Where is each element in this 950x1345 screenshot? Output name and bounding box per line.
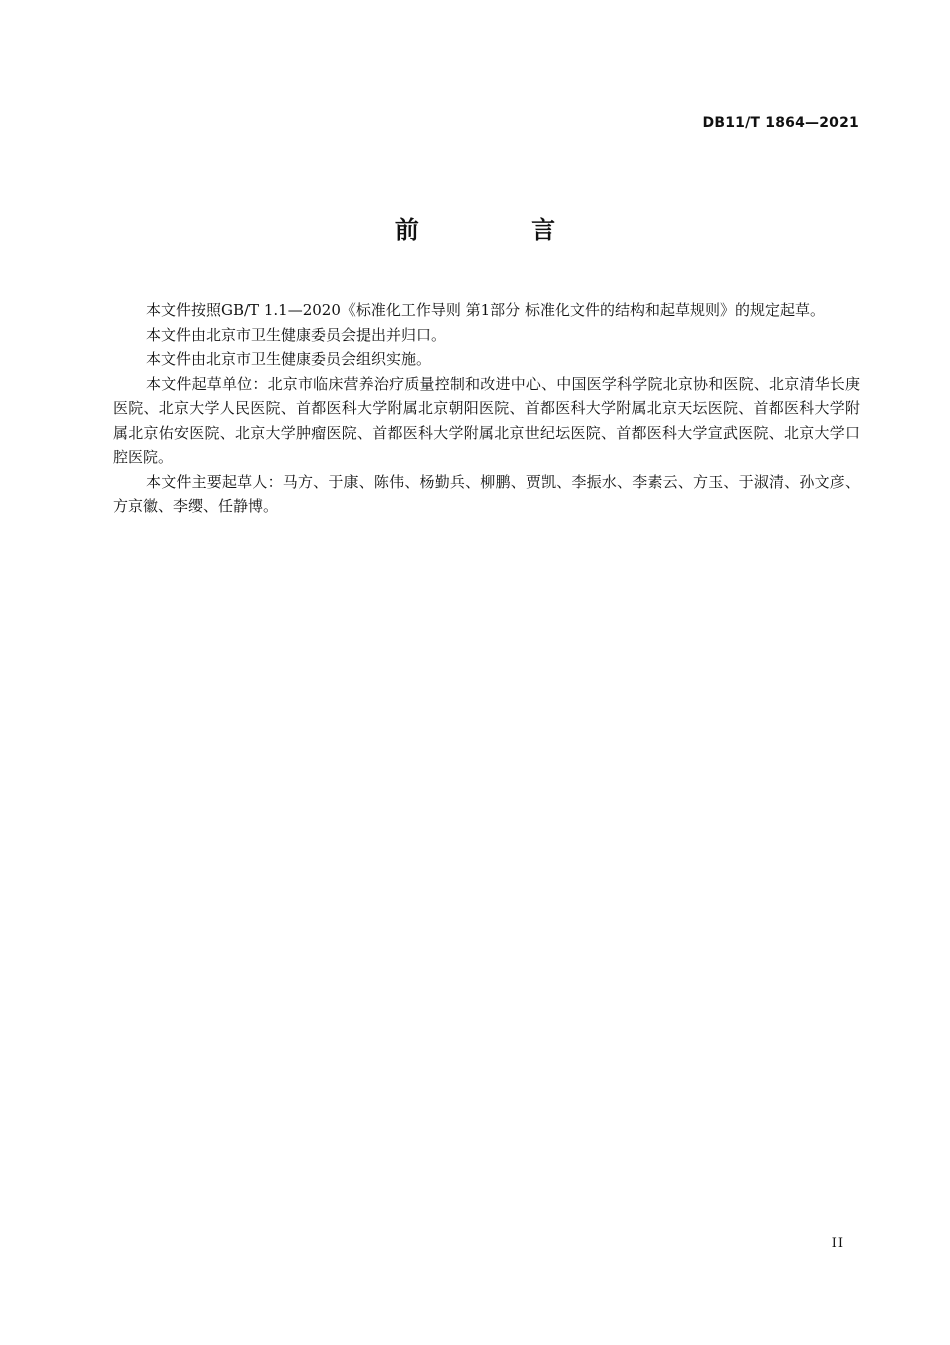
paragraph-implementer: 本文件由北京市卫生健康委员会组织实施。 — [146, 350, 432, 368]
paragraph-drafters: 本文件主要起草人：马方、于康、陈伟、杨勤兵、柳鹏、贾凯、李振水、李素云、方玉、于淑清、孙文彦、方京徽、李缨、任静博。 — [113, 472, 860, 515]
paragraph-proposer: 本文件由北京市卫生健康委员会提出并归口。 — [146, 325, 447, 344]
paragraph-drafting-units: 本文件起草单位：北京市临床营养治疗质量控制和改进中心、中国医学科学院北京协和医院、北京清华长庚医院、北京大学人民医院、首都医科大学附属北京朝阳医院、首都医科大学附属北京天坛医院、首都医科大学附属北京佑安医院、北京大学肿瘤医院、首都医科大学附属北京世纪坛医院、首都医科大学宣武医院、北京大学口腔医院。 — [113, 374, 860, 466]
page-title: 前 言 — [394, 216, 608, 244]
foreword-body — [113, 298, 860, 519]
standard-code: DB11/T 1864—2021 — [702, 115, 859, 131]
paragraph-standard-basis: 本文件按照GB/T 1.1—2020《标准化工作导则 第1部分 标准化文件的结构和起草规则》的规定起草。 — [146, 301, 825, 319]
page-number: II — [831, 1236, 844, 1251]
